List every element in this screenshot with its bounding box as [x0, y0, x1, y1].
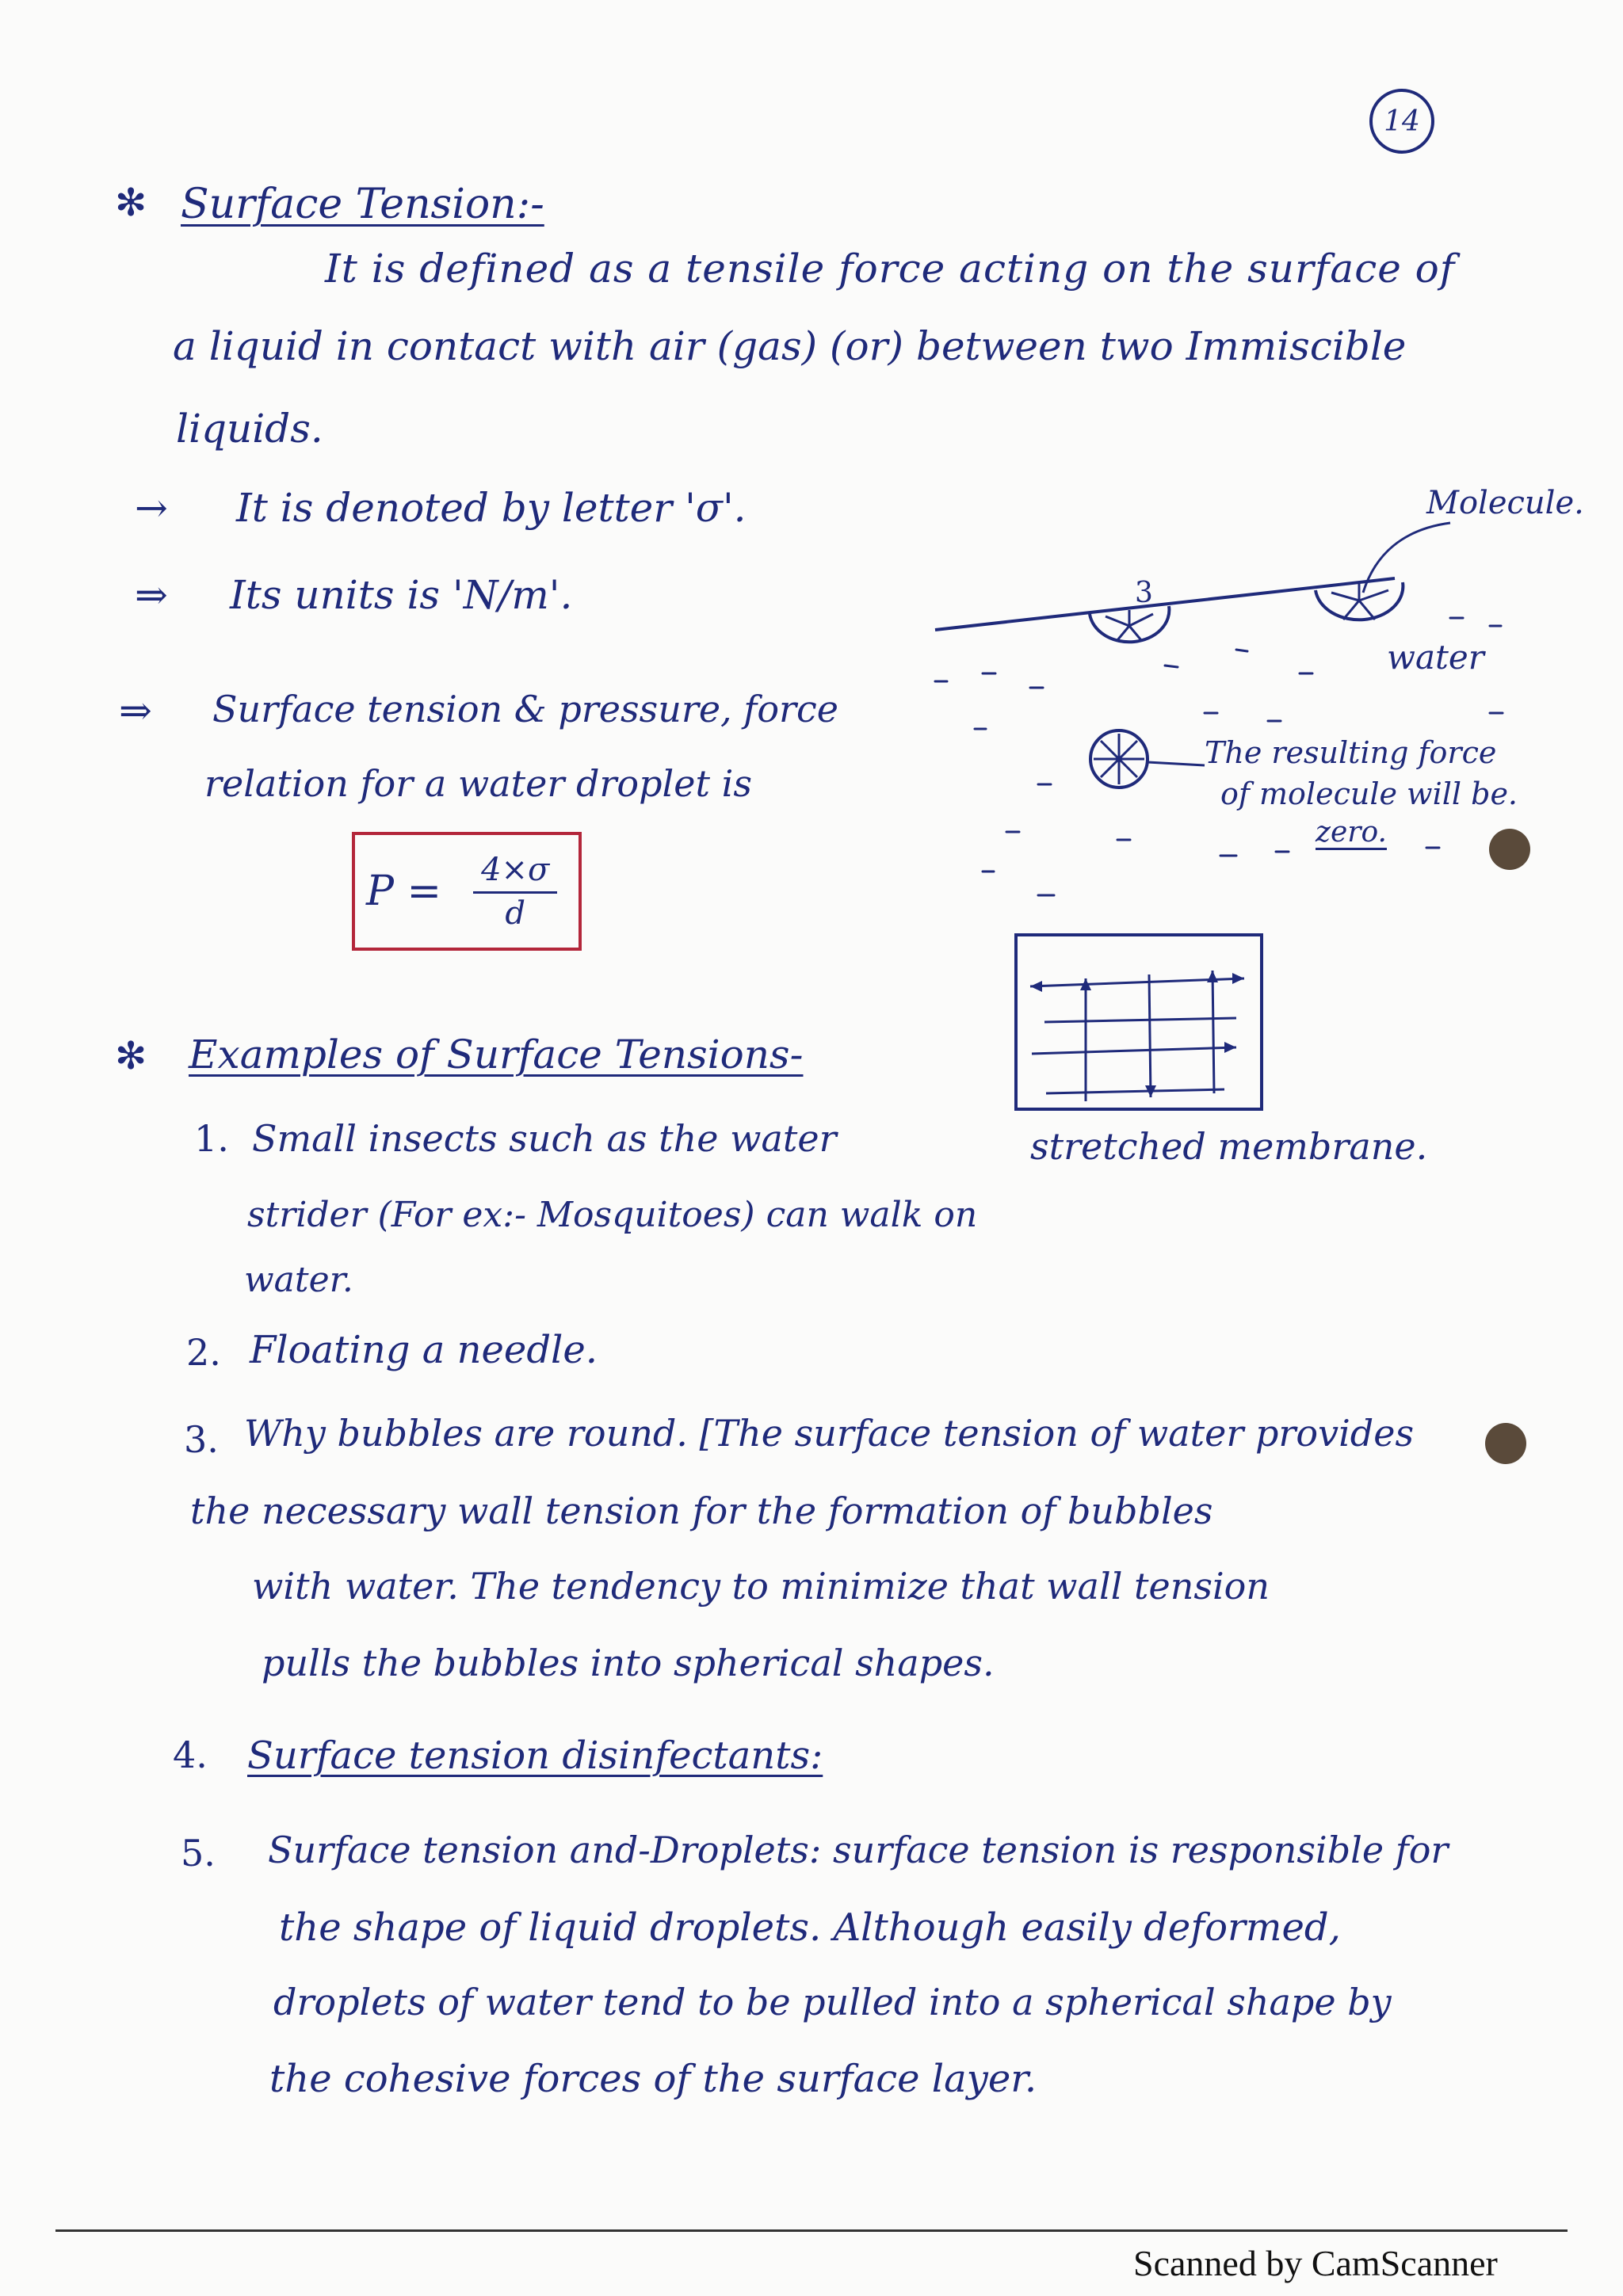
bullet-relation-line-2: relation for a water droplet is [204, 762, 752, 805]
resulting-force-line-1: The resulting force [1205, 735, 1497, 770]
example-4-num: 4. [173, 1733, 208, 1776]
example-1-line-1: Small insects such as the water [252, 1117, 837, 1160]
example-1-num: 1. [194, 1117, 229, 1160]
example-5-line-2: the shape of liquid droplets. Although easily deformed, [279, 1905, 1341, 1950]
example-4-line-1: Surface tension disinfectants: [247, 1733, 823, 1778]
example-5-line-1: Surface tension and-Droplets: surface tension is responsible for [268, 1829, 1449, 1871]
stretched-membrane-caption: stretched membrane. [1030, 1125, 1428, 1168]
heading2-star: ✻ [115, 1034, 147, 1078]
resulting-force-line-2: of molecule will be. [1220, 776, 1518, 811]
resulting-force-line-3: zero. [1316, 816, 1387, 849]
heading-star: ✻ [115, 181, 147, 225]
water-label: water [1387, 638, 1484, 677]
example-3-line-1: Why bubbles are round. [The surface tension of water provides [244, 1412, 1415, 1455]
example-3-line-3: with water. The tendency to minimize that wall tension [252, 1565, 1270, 1608]
example-2-line-1: Floating a needle. [250, 1328, 598, 1372]
bullet-denoted: It is denoted by letter 'σ'. [236, 485, 747, 531]
example-3-line-2: the necessary wall tension for the formation of bubbles [190, 1489, 1213, 1532]
page-number: 14 [1369, 89, 1434, 154]
formula-numerator: 4×σ [473, 852, 557, 894]
formula-denominator: d [505, 894, 526, 932]
example-3-num: 3. [184, 1418, 219, 1461]
example-1-line-2: strider (For ex:- Mosquitoes) can walk on [247, 1195, 978, 1235]
example-2-num: 2. [186, 1331, 221, 1374]
definition-line-1: It is defined as a tensile force acting on the surface of [325, 246, 1456, 292]
heading-surface-tension: Surface Tension:- [181, 181, 544, 228]
example-5-line-4: the cohesive forces of the surface layer. [269, 2057, 1037, 2101]
example-3-line-4: pulls the bubbles into spherical shapes. [262, 1642, 995, 1684]
bullet-units: Its units is 'N/m'. [230, 572, 573, 618]
example-1-line-3: water. [244, 1260, 353, 1300]
footer-rule [55, 2229, 1568, 2232]
bullet-arrow-2: ⇒ [135, 572, 168, 618]
bullet-arrow-1: → [135, 485, 168, 531]
example-5-line-3: droplets of water tend to be pulled into a spherical shape by [273, 1981, 1392, 2023]
number-3-label: 3 [1135, 577, 1153, 609]
bullet-arrow-3: ⇒ [119, 688, 152, 734]
bullet-relation-line-1: Surface tension & pressure, force [212, 688, 838, 730]
definition-line-3: liquids. [176, 406, 323, 452]
definition-line-2: a liquid in contact with air (gas) (or) between two Immiscible [173, 323, 1407, 369]
example-5-num: 5. [181, 1832, 216, 1875]
scanner-footer: Scanned by CamScanner [1133, 2243, 1498, 2283]
formula-lhs: P = [366, 868, 442, 915]
heading-examples: Examples of Surface Tensions- [189, 1032, 804, 1077]
molecule-label: Molecule. [1426, 485, 1584, 521]
